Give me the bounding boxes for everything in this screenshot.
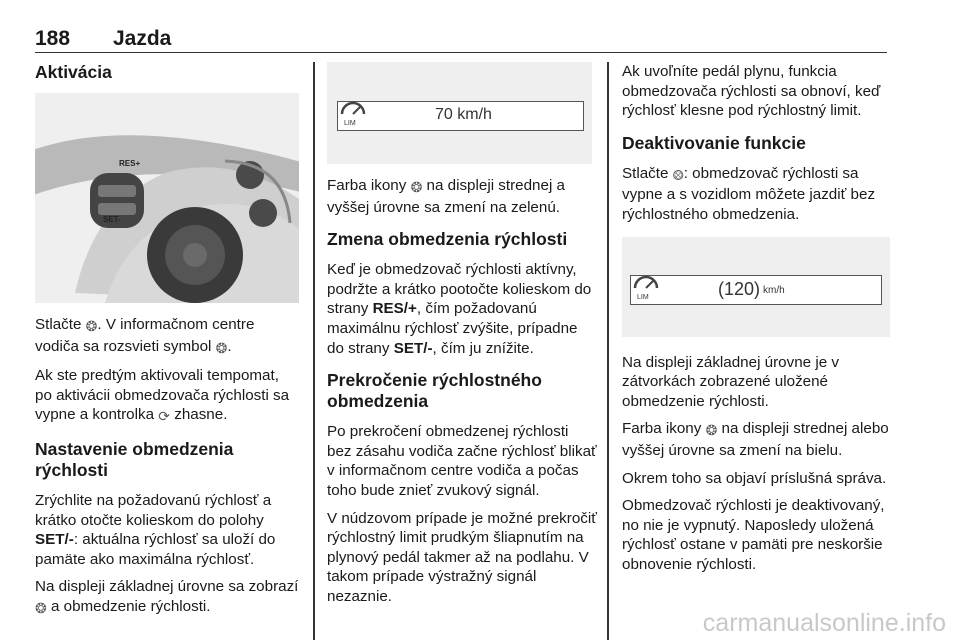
watermark: carmanualsonline.info — [702, 609, 946, 637]
paragraph: Ak uvoľníte pedál plynu, funkcia obmedzovača rýchlosti sa obnoví, keď rýchlosť klesne pod rýchlostný limit. — [622, 63, 881, 120]
display-illustration-basic — [327, 62, 592, 164]
display-illustration-stored — [622, 237, 890, 337]
wheel-label-set: SET- — [103, 215, 121, 224]
speed-limiter-icon: ❂ — [35, 599, 47, 616]
column-3 — [622, 62, 892, 583]
display-stored-speed: (120) — [718, 278, 761, 299]
paragraph: Farba ikony ❂ na displeji strednej alebo vyššej úrovne sa zmení na bielu. — [622, 420, 889, 459]
speed-limiter-icon: ❂ — [85, 318, 98, 334]
paragraph: Po prekročení obmedzenej rýchlosti bez zásahu vodiča začne rýchlosť blikať v informačnom centre vodiča a počas toho bude znieť zvukový signál. — [327, 423, 597, 499]
paragraph: Stlačte ❂. V informačnom centre vodiča sa rozsvieti symbol ❂. — [35, 315, 300, 358]
chapter-title: Jazda — [113, 27, 172, 50]
display-unit: km/h — [763, 284, 785, 296]
paragraph: Ak ste predtým aktivovali tempomat, po aktivácii obmedzovača rýchlosti sa vypne a kontrolka ⟳ zhasne. — [35, 366, 300, 427]
speed-limiter-icon: ❂ — [410, 179, 423, 195]
section-heading-activation: Aktivácia — [35, 62, 112, 82]
speed-limiter-icon: ❂ — [215, 339, 228, 356]
section-heading-deactivate: Deaktivovanie funkcie — [622, 132, 806, 153]
paragraph: Na displeji základnej úrovne je v zátvorkách zobrazené uložené obmedzenie rýchlosti. — [622, 353, 839, 410]
cruise-control-icon: ⟳ — [158, 408, 170, 425]
speed-limiter-icon: ❂ — [705, 422, 718, 439]
display-lim-label: LIM — [637, 293, 649, 301]
paragraph: Na displeji základnej úrovne sa zobrazí ❂ a obmedzenie rýchlosti. — [35, 577, 300, 618]
paragraph: V núdzovom prípade je možné prekročiť rýchlostný limit prudkým šliapnutím na plynový pedál takmer až na podlahu. V takom prípade výstražný signál nezaznie. — [327, 509, 597, 605]
column-divider — [313, 62, 315, 640]
column-1 — [35, 62, 300, 627]
section-heading-settings: Nastavenie obmedzenia rýchlosti — [35, 438, 234, 480]
paragraph: Stlačte ⨷: obmedzovač rýchlosti sa vypne a s vozidlom môžete jazdiť bez rýchlostného obmedzenia. — [622, 164, 876, 223]
page-header — [35, 26, 887, 53]
paragraph: Keď je obmedzovač rýchlosti aktívny, podržte a krátko pootočte kolieskom do strany RES/+, čím požadovanú maximálnu rýchlosť zvýšite, prípadne do strany SET/-, čím ju znížite. — [327, 261, 592, 357]
section-heading-exceed: Prekročenie rýchlostného obmedzenia — [327, 370, 542, 412]
paragraph: Zrýchlite na požadovanú rýchlosť a krátko otočte kolieskom do polohy SET/-: aktuálna rýchlosť sa uloží do pamäte ako maximálna rýchlosť. — [35, 491, 276, 568]
page-number: 188 — [35, 27, 71, 50]
column-divider — [607, 62, 609, 640]
display-speed: 70 km/h — [435, 106, 492, 123]
section-heading-change: Zmena obmedzenia rýchlosti — [327, 229, 568, 250]
steering-wheel-illustration — [35, 93, 299, 303]
paragraph: Obmedzovač rýchlosti je deaktivovaný, no nie je vypnutý. Naposledy uložená rýchlosť ostane v pamäti pre neskoršie obnovenie rýchlosti. — [622, 497, 885, 573]
wheel-label-res: RES+ — [119, 159, 141, 168]
column-2 — [327, 62, 597, 615]
paragraph: Farba ikony ❂ na displeji strednej a vyššej úrovne sa zmení na zelenú. — [327, 177, 565, 216]
speed-limiter-off-icon: ⨷ — [672, 166, 684, 183]
paragraph: Okrem toho sa objaví príslušná správa. — [622, 469, 887, 487]
display-lim-label: LIM — [344, 120, 356, 127]
